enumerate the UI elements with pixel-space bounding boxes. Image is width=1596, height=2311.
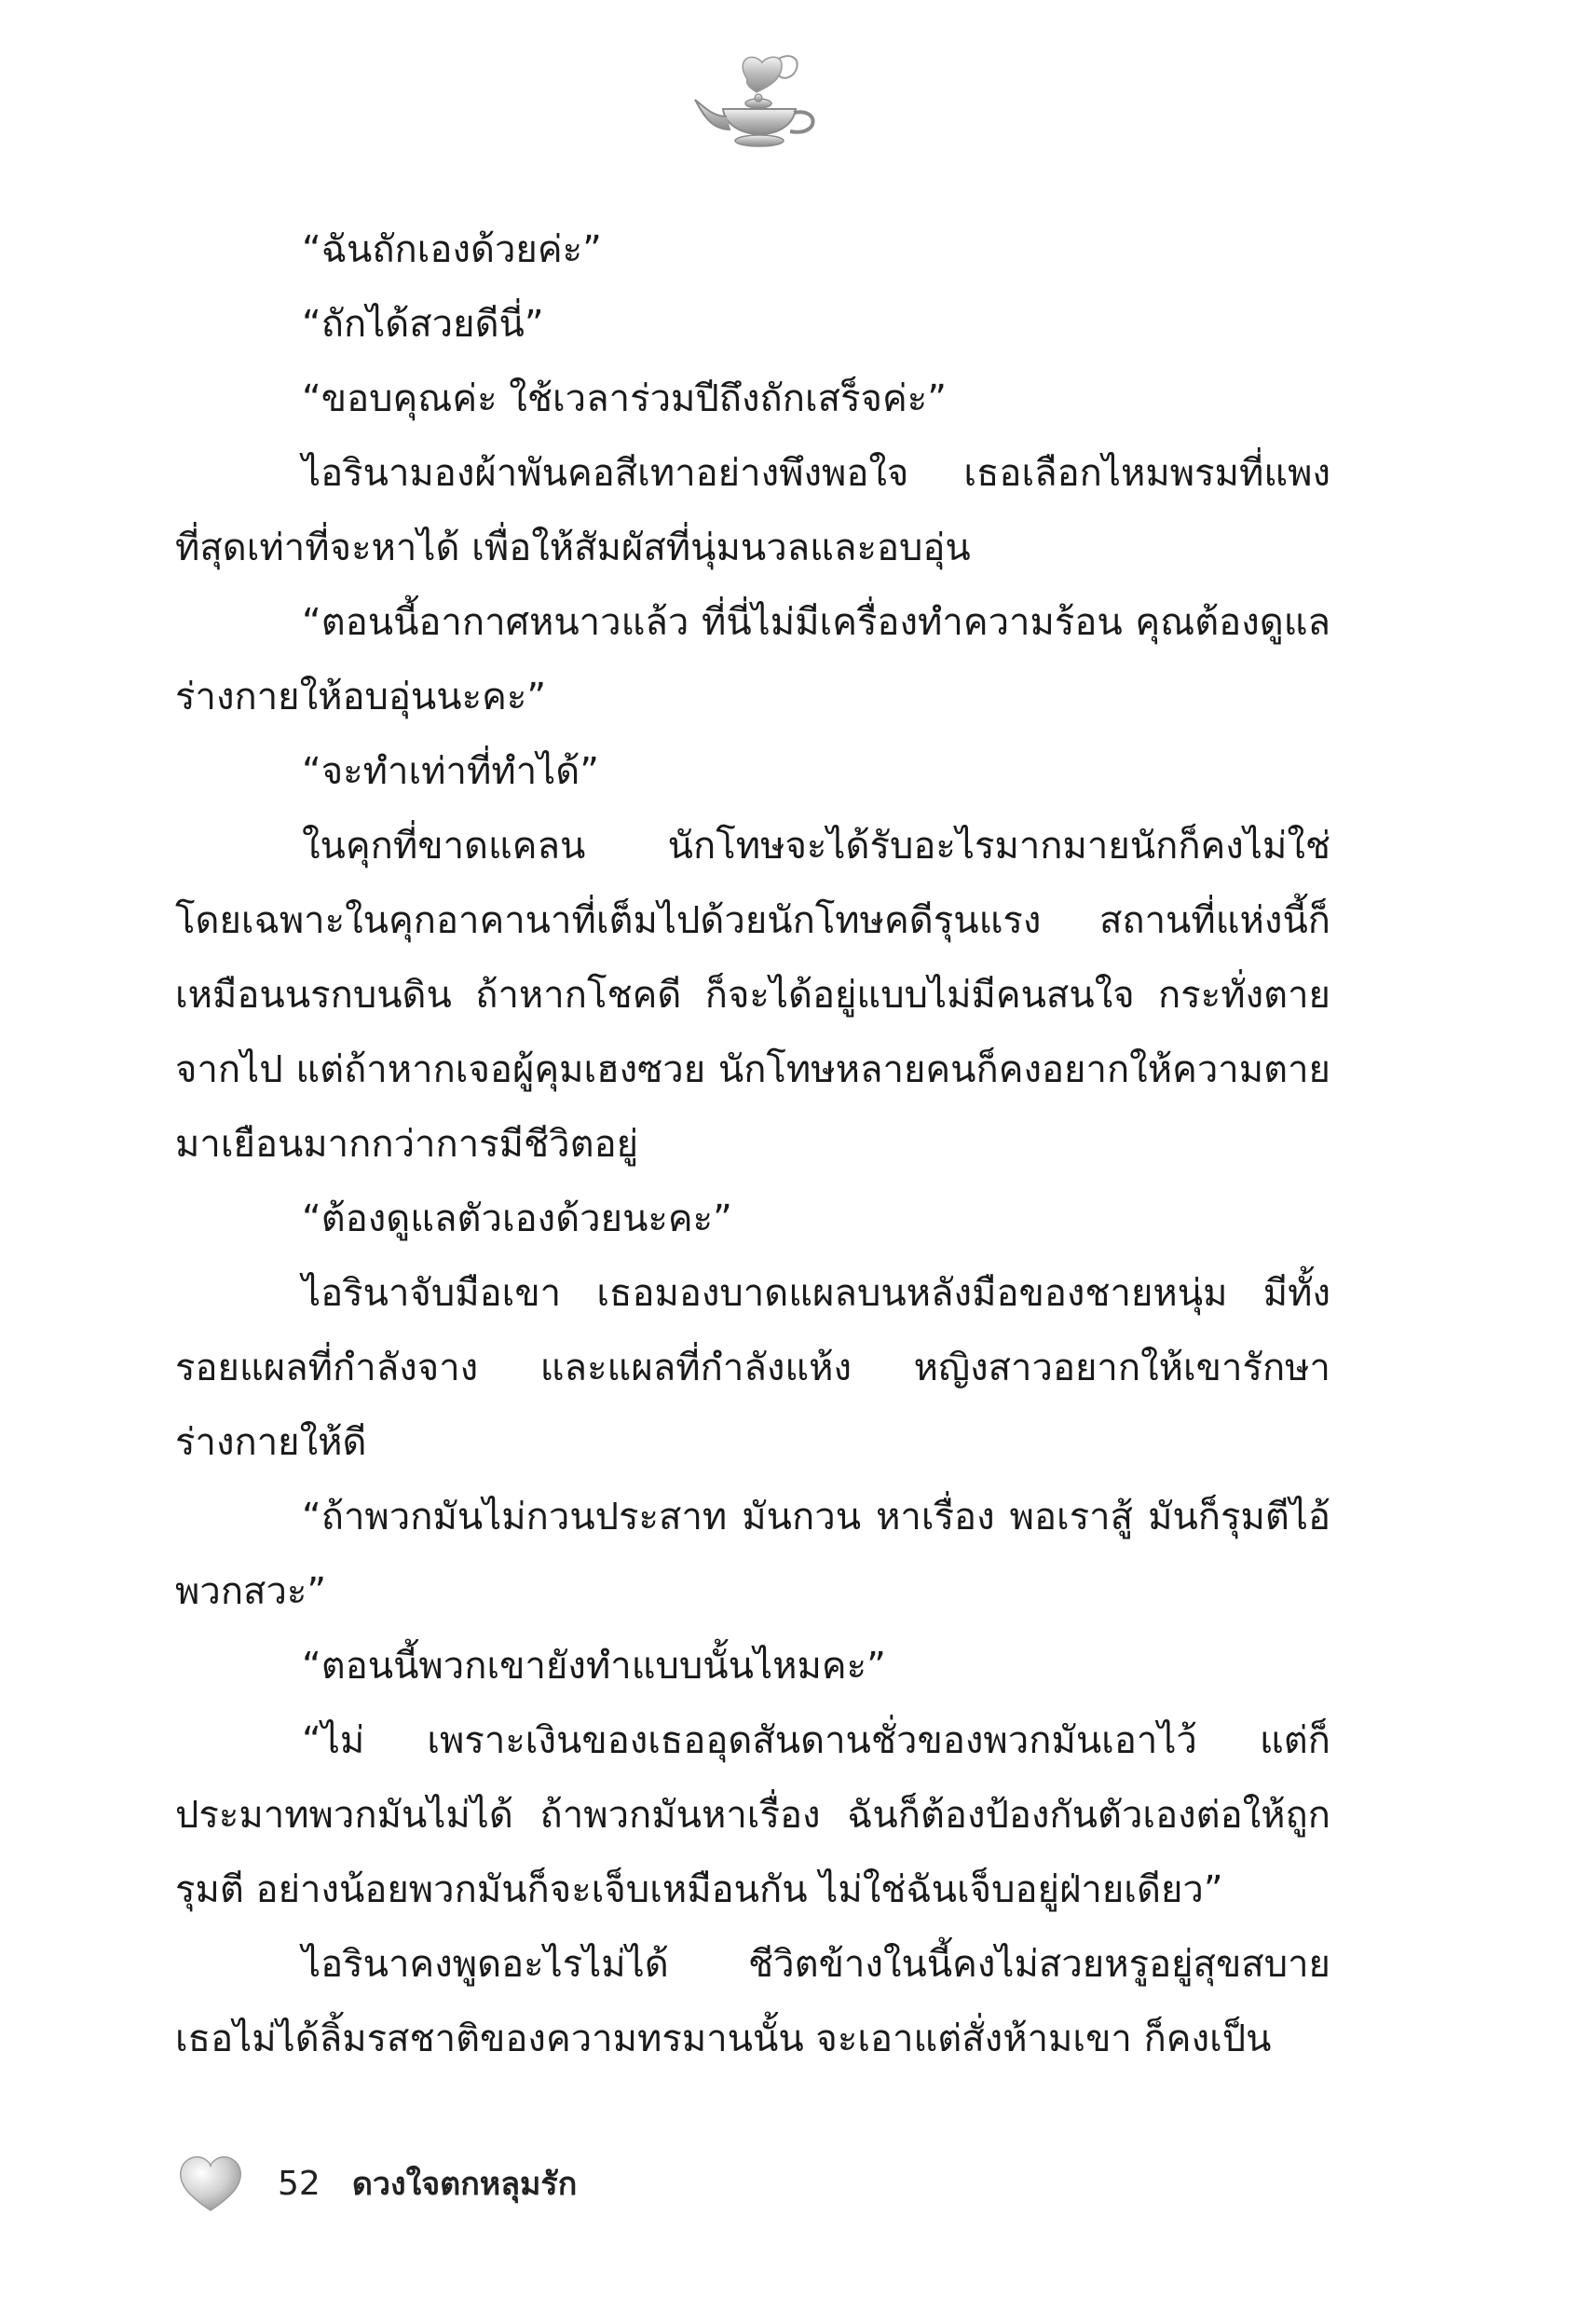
heart-icon (177, 2153, 244, 2214)
paragraph: “ต้องดูแลตัวเองด้วยนะคะ” (302, 1197, 732, 1240)
paragraph: “ไม่ เพราะเงินของเธออุดสันดานชั่วของพวกมันเอาไว้ แต่ก็ประมาทพวกมันไม่ได้ ถ้าพวกมันหาเรื่อง ฉันก็ต้องป้องกันตัวเองต่อให้ถูกรุมตี อย่างน้อยพวกมันก็จะเจ็บเหมือนกัน ไม่ใช่ฉันเจ็บอยู่ฝ่ายเดียว” (175, 1719, 1330, 1911)
paragraph: ไอรินาจับมือเขา เธอมองบาดแผลบนหลังมือของชายหนุ่ม มีทั้งรอยแผลที่กำลังจาง และแผลที่กำลังแห้ง หญิงสาวอยากให้เขารักษาร่างกายให้ดี (175, 1272, 1330, 1464)
paragraph: “ถักได้สวยดีนี่” (302, 303, 544, 346)
book-title: ดวงใจตกหลุมรัก (351, 2166, 578, 2203)
cupid-teapot-ornament-icon (689, 51, 829, 158)
paragraph: “ตอนนี้พวกเขายังทำแบบนั้นไหมคะ” (302, 1645, 886, 1688)
page-footer (177, 2151, 922, 2216)
paragraph: ในคุกที่ขาดแคลน นักโทษจะได้รับอะไรมากมายนักก็คงไม่ใช่ โดยเฉพาะในคุกอาคานาที่เต็มไปด้วยนักโทษคดีรุนแรง สถานที่แห่งนี้ก็เหมือนนรกบนดิน ถ้าหากโชคดี ก็จะได้อยู่แบบไม่มีคนสนใจ กระทั่งตายจากไป แต่ถ้าหากเจอผู้คุมเฮงซวย นักโทษหลายคนก็คงอยากให้ความตายมาเยือนมากกว่าการมีชีวิตอยู่ (175, 825, 1330, 1166)
paragraph: “ตอนนี้อากาศหนาวแล้ว ที่นี่ไม่มีเครื่องทำความร้อน คุณต้องดูแลร่างกายให้อบอุ่นนะคะ” (175, 601, 1330, 718)
page-number: 52 (278, 2164, 321, 2203)
paragraph: ไอรินาคงพูดอะไรไม่ได้ ชีวิตข้างในนี้คงไม่สวยหรูอยู่สุขสบาย เธอไม่ได้ลิ้มรสชาติของความทรมานนั้น จะเอาแต่สั่งห้ามเขา ก็คงเป็น (175, 1943, 1330, 2060)
paragraph: “จะทำเท่าที่ทำได้” (302, 750, 599, 793)
paragraph: “ขอบคุณค่ะ ใช้เวลาร่วมปีถึงถักเสร็จค่ะ” (302, 377, 947, 420)
paragraph: ไอรินามองผ้าพันคอสีเทาอย่างพึงพอใจ เธอเลือกไหมพรมที่แพงที่สุดเท่าที่จะหาได้ เพื่อให้สัมผัสที่นุ่มนวลและอบอุ่น (175, 452, 1330, 569)
paragraph: “ถ้าพวกมันไม่กวนประสาท มันกวน หาเรื่อง พอเราสู้ มันก็รุมตีไอ้พวกสวะ” (175, 1496, 1330, 1613)
body-text (175, 212, 1330, 2141)
paragraph: “ฉันถักเองด้วยค่ะ” (302, 228, 602, 271)
